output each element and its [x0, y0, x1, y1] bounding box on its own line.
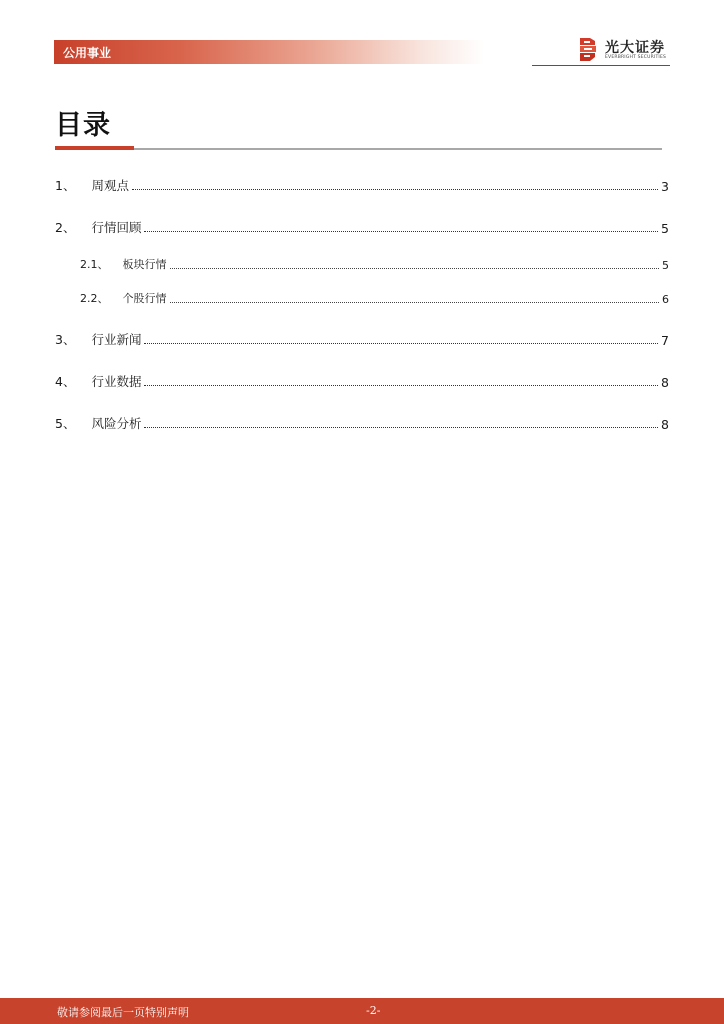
header-divider [532, 65, 670, 66]
page-title: 目录 [55, 110, 111, 141]
toc-entry-label: 行业新闻 [91, 332, 142, 347]
toc-entry-2-2[interactable] [80, 286, 669, 306]
toc-entry-number: 1、 [55, 178, 76, 193]
footer-disclaimer: 敬请参阅最后一页特别声明 [57, 1006, 189, 1019]
toc-entry-page: 3 [661, 179, 669, 194]
toc-entry-2[interactable] [55, 216, 669, 236]
toc-entry-number: 2.2、 [80, 292, 109, 305]
toc-entry-number: 5、 [55, 416, 76, 431]
toc-entry-label: 行业数据 [91, 374, 142, 389]
toc-entry-number: 2.1、 [80, 258, 109, 271]
footer-page-number: -2- [366, 1004, 381, 1017]
toc-leader-dots [144, 384, 658, 386]
toc-entry-label: 板块行情 [122, 258, 167, 271]
toc-entry-5[interactable] [55, 412, 669, 432]
header-section-band [54, 40, 484, 64]
toc-entry-page: 5 [662, 259, 669, 272]
brand-logo [578, 36, 670, 64]
toc-entry-page: 6 [662, 293, 669, 306]
toc-leader-dots [144, 230, 658, 232]
page-footer [0, 998, 724, 1024]
toc-entry-label: 周观点 [91, 178, 129, 193]
toc-entry-page: 7 [661, 333, 669, 348]
toc-leader-dots [132, 188, 658, 190]
everbright-logo-icon [578, 36, 598, 63]
toc-leader-dots [170, 267, 660, 269]
toc-entry-label: 行情回顾 [91, 220, 142, 235]
toc-entry-number: 2、 [55, 220, 76, 235]
toc-entry-label: 个股行情 [122, 292, 167, 305]
toc-entry-page: 8 [661, 375, 669, 390]
toc-leader-dots [170, 301, 660, 303]
toc-entry-number: 4、 [55, 374, 76, 389]
header-section-label: 公用事业 [63, 46, 112, 60]
title-accent-rule [55, 146, 134, 150]
brand-name-en: EVERBRIGHT SECURITIES [605, 55, 667, 60]
toc-leader-dots [144, 426, 658, 428]
toc-entry-3[interactable] [55, 328, 669, 348]
toc-entry-page: 5 [661, 221, 669, 236]
toc-entry-page: 8 [661, 417, 669, 432]
brand-name: 光大证券 [605, 40, 665, 56]
toc-entry-1[interactable] [55, 174, 669, 194]
toc-entry-label: 风险分析 [91, 416, 142, 431]
toc-leader-dots [144, 342, 658, 344]
title-divider-rule [134, 148, 662, 150]
toc-entry-number: 3、 [55, 332, 76, 347]
toc-entry-2-1[interactable] [80, 252, 669, 272]
toc-entry-4[interactable] [55, 370, 669, 390]
